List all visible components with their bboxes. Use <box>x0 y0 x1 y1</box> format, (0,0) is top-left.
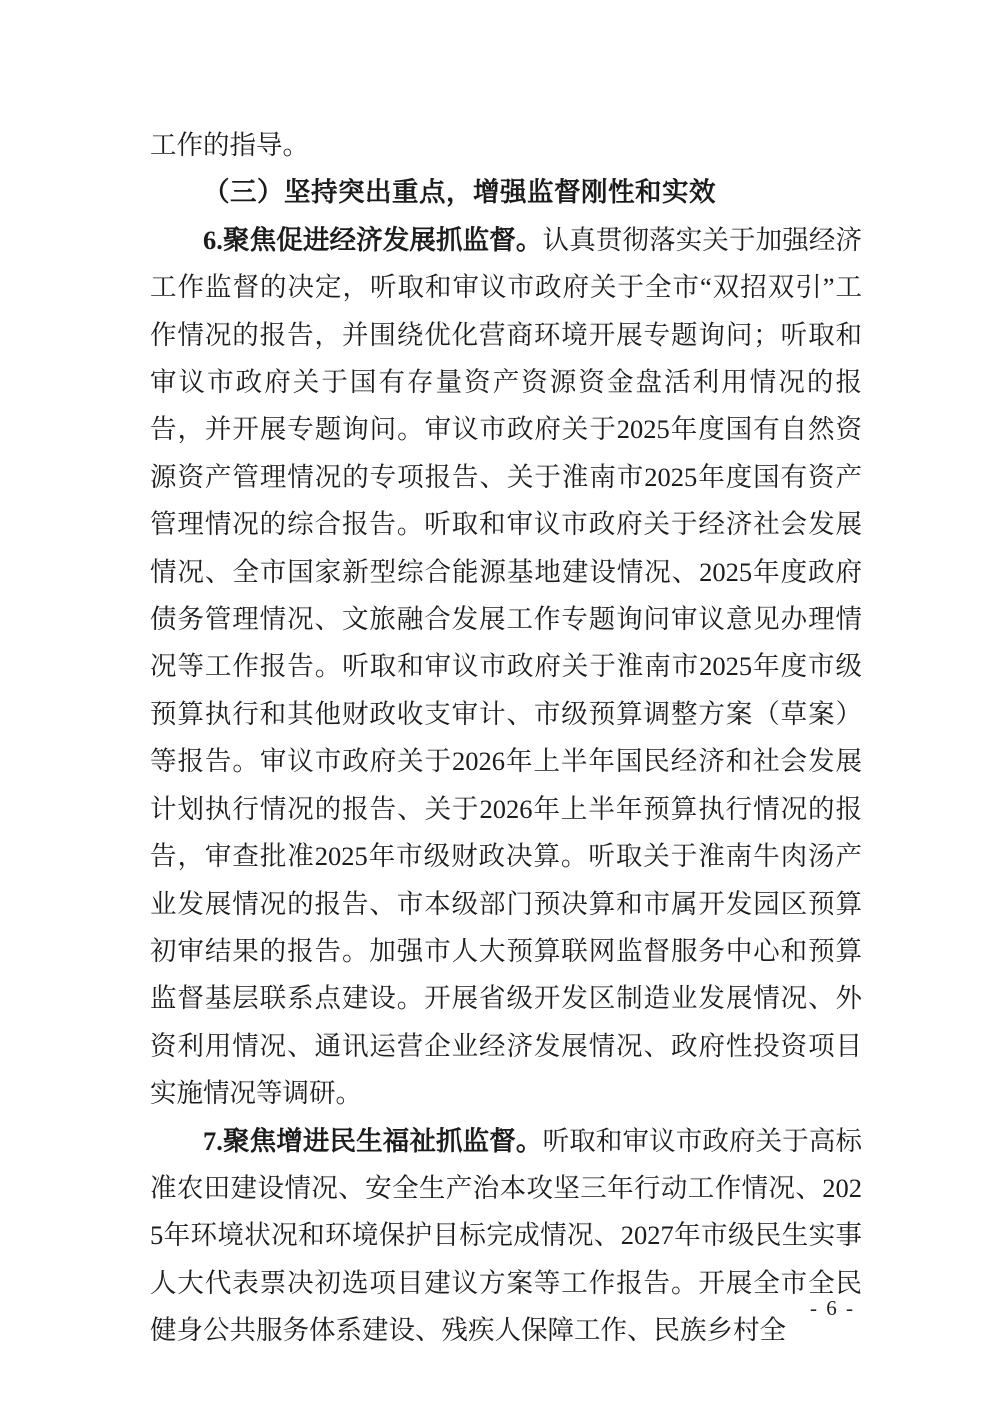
page-number: - 6 - <box>810 1296 855 1320</box>
text-segment: 工作的指导。 <box>150 130 309 160</box>
paragraph-item-7 <box>150 1118 862 1355</box>
text-segment: 听取和审议市政府关于高标准农田建设情况、安全生产治本攻坚三年行动工作情况、2025年环境状况和环境保护目标完成情况、2027年市级民生实事人大代表票决初选项目建议方案等工作报告。开展全市全民健身公共服务体系建设、残疾人保障工作、民族乡村全 <box>150 1125 863 1346</box>
section-subheading <box>150 169 862 216</box>
text-segment: 7.聚焦增进民生福祉抓监督。 <box>203 1125 543 1156</box>
document-body <box>150 122 862 1355</box>
text-segment: （三）坚持突出重点，增强监督刚性和实效 <box>203 177 716 208</box>
paragraph-continuation <box>150 122 862 169</box>
text-segment: 认真贯彻落实关于加强经济工作监督的决定，听取和审议市政府关于全市“双招双引”工作情况的报告，并围绕优化营商环境开展专题询问；听取和审议市政府关于国有存量资产资源资金盘活利用情况的报告，并开展专题询问。审议市政府关于2025年度国有自然资源资产管理情况的专项报告、关于淮南市2025年度国有资产管理情况的综合报告。听取和审议市政府关于经济社会发展情况、全市国家新型综合能源基地建设情况、2025年度政府债务管理情况、文旅融合发展工作专题询问审议意见办理情况等工作报告。听取和审议市政府关于淮南市2025年度市级预算执行和其他财政收支审计、市级预算调整方案（草案）等报告。审议市政府关于2026年上半年国民经济和社会发展计划执行情况的报告、关于2026年上半年预算执行情况的报告，审查批准2025年市级财政决算。听取关于淮南牛肉汤产业发展情况的报告、市本级部门预决算和市属开发园区预算初审结果的报告。加强市人大预算联网监督服务中心和预算监督基层联系点建设。开展省级开发区制造业发展情况、外资利用情况、通讯运营企业经济发展情况、政府性投资项目实施情况等调研。 <box>150 224 863 1109</box>
text-segment: 6.聚焦促进经济发展抓监督。 <box>203 224 543 255</box>
paragraph-item-6 <box>150 217 862 1118</box>
